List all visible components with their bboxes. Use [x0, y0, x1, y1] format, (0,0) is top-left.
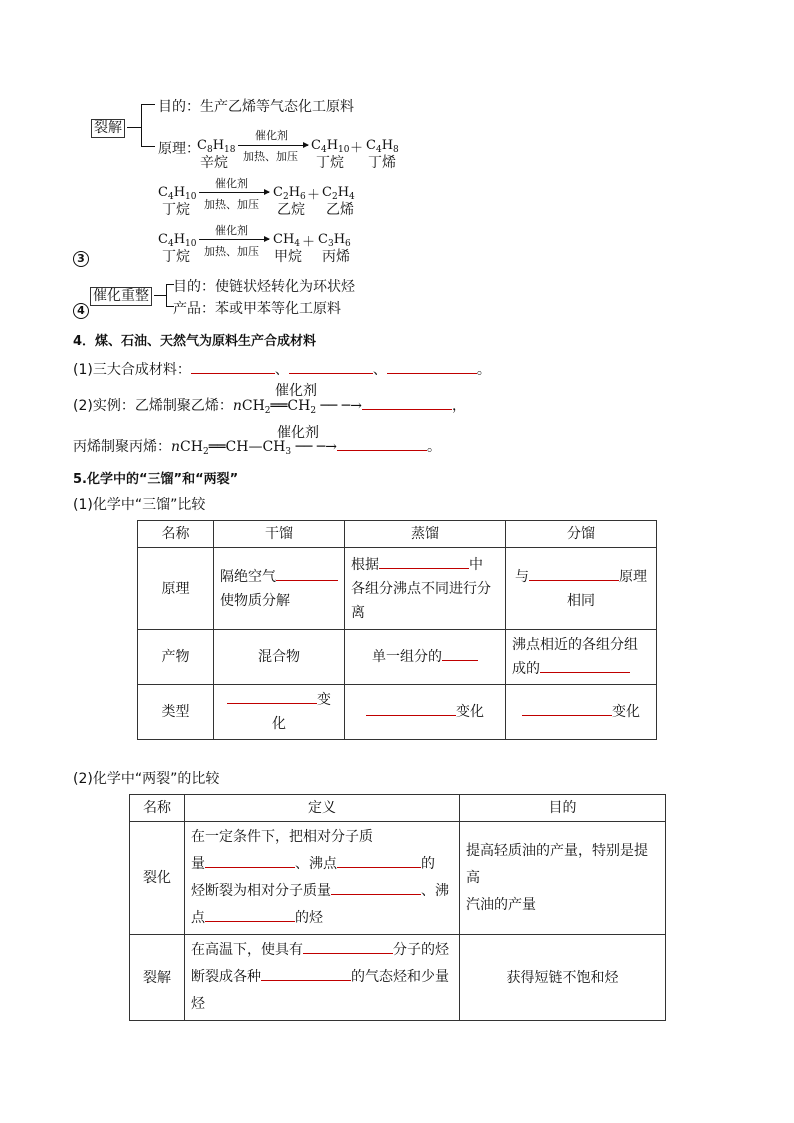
- bracket-bottom: [141, 146, 155, 147]
- t1-row-principle: 原理: [138, 548, 214, 630]
- text: 提高轻质油的产量，特别是提高: [466, 842, 648, 886]
- blank-cracking-bp-2[interactable]: [205, 907, 295, 922]
- t2-pyrolysis-def: [185, 935, 460, 1021]
- t1-product-dry: 混合物: [214, 630, 345, 685]
- catalyst-2: 催化剂: [215, 177, 248, 190]
- text: 化: [272, 716, 286, 732]
- name-octane: 辛烷: [200, 155, 228, 171]
- cracking-label-box: 裂解: [91, 119, 125, 138]
- name-butane-2: 丁烷: [162, 202, 190, 218]
- polyethylene-line: [73, 395, 466, 416]
- text: 的气态烃和少量: [351, 969, 449, 985]
- name-ethylene: 乙烯: [326, 202, 354, 218]
- reform-bracket-vertical: [166, 284, 167, 306]
- reform-purpose: 目的：使链状烃转化为环状烃: [173, 279, 355, 295]
- catalyst-pe: 催化剂: [275, 383, 317, 399]
- blank-polypropylene[interactable]: [337, 436, 427, 451]
- t1-row-product: 产物: [138, 630, 214, 685]
- t1-header-frac: 分馏: [506, 521, 657, 548]
- text: 、沸点: [295, 856, 337, 872]
- end-1: 。: [476, 362, 491, 378]
- t2-row-cracking: 裂化: [130, 822, 185, 935]
- blank-frac-product[interactable]: [540, 658, 630, 673]
- blank-dist-product[interactable]: [442, 646, 478, 661]
- formula-ethane: $C_2H_6$: [273, 185, 306, 202]
- name-ethane: 乙烷: [277, 202, 305, 218]
- bracket-vertical: [141, 104, 142, 146]
- bracket-line: [127, 127, 141, 128]
- blank-cracking-bp[interactable]: [337, 853, 421, 868]
- blank-cracking-mass-2[interactable]: [331, 880, 421, 895]
- polypropylene-line: [73, 436, 441, 457]
- t1-type-dist: [345, 685, 506, 740]
- text: 单一组分的: [372, 649, 442, 665]
- reform-product: 产品：苯或甲苯等化工原料: [173, 301, 341, 317]
- t2-pyrolysis-goal: 获得短链不饱和烃: [460, 935, 666, 1021]
- conditions-2: 加热、加压: [204, 198, 259, 211]
- text: 点: [191, 910, 205, 926]
- reform-bracket-line: [154, 295, 166, 296]
- t1-product-dist: [345, 630, 506, 685]
- sep-2: 、: [372, 362, 387, 378]
- name-butane-1: 丁烷: [316, 155, 344, 171]
- name-butane-3: 丁烷: [162, 249, 190, 265]
- blank-material-2[interactable]: [289, 359, 373, 374]
- marker-4: 4: [73, 303, 89, 319]
- text: 沸点相近的各组分组: [512, 637, 638, 653]
- text: 量: [191, 856, 205, 872]
- blank-material-3[interactable]: [387, 359, 477, 374]
- formula-methane: $CH_4$: [273, 232, 301, 249]
- text: 与: [515, 568, 529, 585]
- text: 的: [421, 856, 435, 872]
- text: 各组分沸点不同进行分: [351, 580, 491, 597]
- t2-row-pyrolysis: 裂解: [130, 935, 185, 1021]
- arrow-1: [238, 145, 308, 146]
- section5-title: 5.化学中的“三馏”和“两裂”: [73, 472, 239, 487]
- table1-caption: (1)化学中“三馏”比较: [73, 497, 206, 513]
- formula-butane-3: $C_4H_{10}$: [158, 232, 197, 249]
- q2-label: (2)实例：乙烯制聚乙烯：: [73, 398, 233, 414]
- text: 、沸: [421, 883, 449, 899]
- text: 变化: [456, 704, 484, 720]
- two-crackings-table: [129, 794, 666, 1021]
- principle-prefix: 原理：: [158, 141, 200, 157]
- t1-principle-dist: [345, 548, 506, 630]
- formula-butene: $C_4H_8$: [366, 138, 399, 155]
- text: 的烃: [295, 910, 323, 926]
- text: 烃: [191, 996, 205, 1012]
- q3-label: 丙烯制聚丙烯：: [73, 439, 171, 455]
- text: 变化: [612, 704, 640, 720]
- blank-pyrolysis-chain[interactable]: [303, 939, 393, 954]
- plus-2: ＋: [307, 188, 321, 203]
- text: 成的: [512, 661, 540, 677]
- propylene-monomer: $nCH_2══CH—CH_3$ ── ─→: [171, 439, 338, 457]
- reform-label-box: 催化重整: [90, 287, 152, 306]
- text: 根据: [351, 556, 379, 573]
- text: 变: [317, 692, 331, 708]
- end-2: 。: [427, 439, 442, 455]
- t1-type-dry: [214, 685, 345, 740]
- blank-polyethylene[interactable]: [362, 395, 452, 410]
- text: 在一定条件下，把相对分子质: [191, 829, 373, 845]
- blank-frac-type[interactable]: [522, 701, 612, 716]
- t1-type-frac: [506, 685, 657, 740]
- name-methane: 甲烷: [274, 249, 302, 265]
- catalyst-1: 催化剂: [255, 129, 288, 142]
- plus-3: ＋: [302, 235, 316, 250]
- blank-dry-type[interactable]: [227, 689, 317, 704]
- text: 使物质分解: [220, 592, 290, 609]
- t2-header-def: 定义: [185, 795, 460, 822]
- text: 分子的烃: [393, 942, 449, 958]
- t2-cracking-def: [185, 822, 460, 935]
- catalyst-3: 催化剂: [215, 224, 248, 237]
- text: 烃断裂为相对分子质量: [191, 883, 331, 899]
- q1-label: (1)三大合成材料：: [73, 362, 191, 378]
- blank-pyrolysis-type[interactable]: [261, 966, 351, 981]
- text: 隔绝空气: [220, 568, 276, 585]
- blank-dist-principle[interactable]: [379, 554, 469, 569]
- text: 离: [351, 604, 365, 621]
- table2-caption: (2)化学中“两裂”的比较: [73, 771, 220, 787]
- text: 在高温下，使具有: [191, 942, 303, 958]
- cracking-purpose: 目的：生产乙烯等气态化工原料: [158, 99, 354, 115]
- text: 原理: [619, 568, 647, 585]
- blank-dry-principle[interactable]: [276, 566, 338, 581]
- t1-header-name: 名称: [138, 521, 214, 548]
- t1-principle-dry: [214, 548, 345, 630]
- blank-dist-type[interactable]: [366, 701, 456, 716]
- ethylene-monomer: $nCH_2══CH_2$ ── ─→: [232, 398, 362, 416]
- sep-1: 、: [274, 362, 289, 378]
- name-butene: 丁烯: [368, 155, 396, 171]
- formula-propene: $C_3H_6$: [318, 232, 351, 249]
- formula-ethylene: $C_2H_4$: [322, 185, 355, 202]
- text: 中: [469, 556, 483, 573]
- t1-row-type: 类型: [138, 685, 214, 740]
- blank-material-1[interactable]: [191, 359, 275, 374]
- plus-1: ＋: [350, 141, 364, 156]
- catalyst-pp: 催化剂: [277, 425, 319, 441]
- formula-butane-2: $C_4H_{10}$: [158, 185, 197, 202]
- t1-header-dry: 干馏: [214, 521, 345, 548]
- synthetic-materials-line: [73, 359, 491, 379]
- bracket-top: [141, 104, 155, 105]
- text: 相同: [567, 592, 595, 609]
- name-propene: 丙烯: [322, 249, 350, 265]
- arrow-2: [199, 192, 269, 193]
- three-distillations-table: [137, 520, 657, 740]
- formula-octane: $C_8H_{18}$: [197, 138, 236, 155]
- comma-1: ，: [451, 398, 466, 414]
- t1-principle-frac: [506, 548, 657, 630]
- conditions-1: 加热、加压: [243, 150, 298, 163]
- marker-3: 3: [73, 251, 89, 267]
- t1-product-frac: [506, 630, 657, 685]
- t2-cracking-goal: [460, 822, 666, 935]
- arrow-3: [199, 239, 269, 240]
- text: 断裂成各种: [191, 969, 261, 985]
- blank-frac-principle[interactable]: [529, 566, 619, 581]
- t2-header-goal: 目的: [460, 795, 666, 822]
- section4-title: 4．煤、石油、天然气为原料生产合成材料: [73, 334, 317, 349]
- text: 汽油的产量: [466, 896, 536, 913]
- formula-butane-1: $C_4H_{10}$: [311, 138, 350, 155]
- t1-header-dist: 蒸馏: [345, 521, 506, 548]
- t2-header-name: 名称: [130, 795, 185, 822]
- blank-cracking-mass[interactable]: [205, 853, 295, 868]
- conditions-3: 加热、加压: [204, 245, 259, 258]
